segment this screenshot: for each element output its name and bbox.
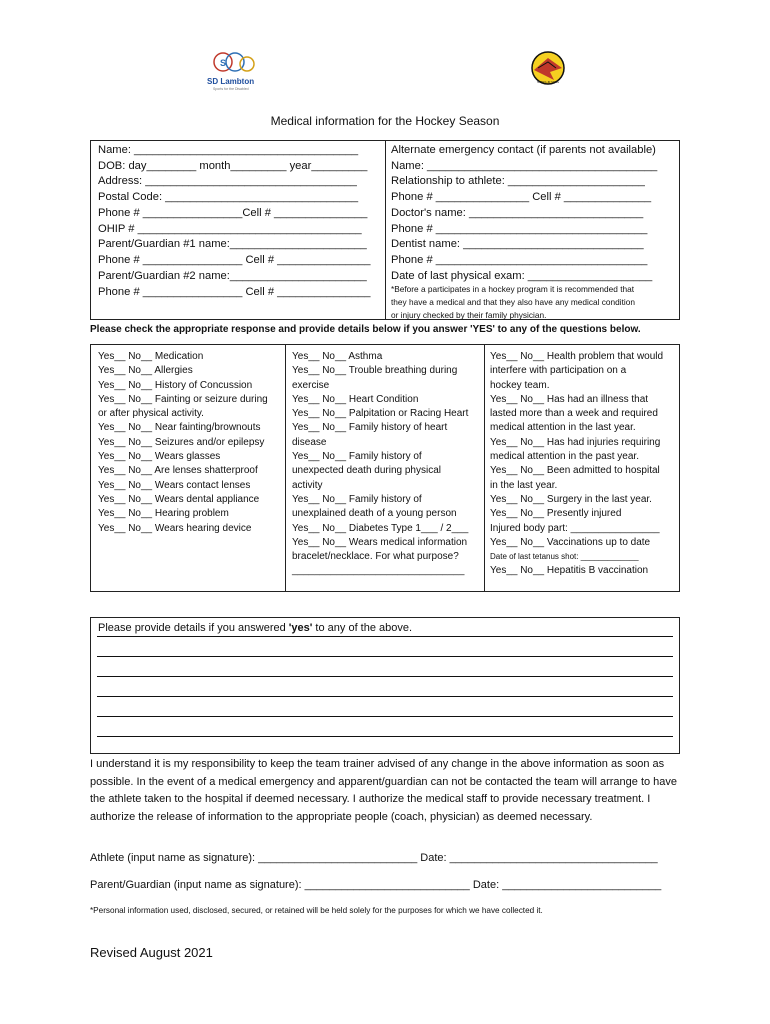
question-lenses[interactable]: Yes__ No__ Are lenses shatterproof: [98, 465, 258, 477]
details-line[interactable]: [97, 716, 673, 717]
form-title: Medical information for the Hockey Season: [270, 114, 500, 128]
question-medication[interactable]: Yes__ No__ Medication: [98, 351, 204, 362]
question-vaccinations[interactable]: Yes__ No__ Vaccinations up to date: [490, 536, 651, 548]
question-asthma[interactable]: Yes__ No__ Asthma: [292, 351, 383, 362]
note-line: or injury checked by their family physician.: [391, 310, 547, 320]
bracelet-purpose-field[interactable]: _______________________________: [292, 565, 465, 577]
logo-left-tagline: Sports for the Disabled: [213, 87, 249, 91]
question-family-heart[interactable]: Yes__ No__ Family history of heart: [292, 422, 448, 434]
question-surgery[interactable]: Yes__ No__ Surgery in the last year.: [490, 493, 652, 505]
question-text: or after physical activity.: [98, 408, 204, 420]
question-family-death[interactable]: Yes__ No__ Family history of: [292, 451, 422, 463]
question-text: bracelet/necklace. For what purpose?: [292, 551, 459, 563]
doctor-phone-field[interactable]: Phone # __________________________________: [391, 223, 648, 235]
postal-code-field[interactable]: Postal Code: _______________________________: [98, 191, 359, 203]
guardian1-phone-field[interactable]: Phone # ________________ Cell # _______________: [98, 254, 371, 266]
question-text: activity: [292, 479, 323, 491]
guardian1-name-field[interactable]: Parent/Guardian #1 name:______________________: [98, 238, 367, 250]
injured-body-part-field[interactable]: Injured body part: ________________: [490, 522, 660, 534]
question-contacts[interactable]: Yes__ No__ Wears contact lenses: [98, 479, 251, 491]
question-text: medical attention in the past year.: [490, 451, 639, 463]
note-line: *Before a participates in a hockey program it is recommended that: [391, 284, 635, 294]
athlete-name-field[interactable]: Name: ____________________________________: [98, 144, 359, 156]
last-physical-field[interactable]: Date of last physical exam: ____________________: [391, 270, 653, 282]
question-hearing[interactable]: Yes__ No__ Hearing problem: [98, 508, 229, 520]
question-text: interfere with participation on a: [490, 365, 627, 377]
guardian-signature-field[interactable]: Parent/Guardian (input name as signature): ___________________________ Date: __________________________: [90, 879, 662, 891]
details-line[interactable]: [97, 656, 673, 657]
question-text: hockey team.: [490, 379, 550, 391]
question-brownouts[interactable]: Yes__ No__ Near fainting/brownouts: [98, 422, 261, 434]
details-prefix: Please provide details if you answered: [98, 622, 289, 634]
sd-lambton-logo: [205, 48, 259, 92]
question-hospital[interactable]: Yes__ No__ Been admitted to hospital: [490, 465, 660, 477]
question-illness[interactable]: Yes__ No__ Has had an illness that: [490, 393, 649, 405]
question-injuries[interactable]: Yes__ No__ Has had injuries requiring: [490, 436, 661, 448]
question-text: medical attention in the last year.: [490, 422, 636, 434]
details-emph: 'yes': [288, 622, 313, 634]
question-dental[interactable]: Yes__ No__ Wears dental appliance: [98, 493, 260, 505]
question-text: in the last year.: [490, 479, 558, 491]
svg-text:S: S: [220, 58, 227, 68]
logo-left-name: SD Lambton: [207, 77, 255, 86]
questions-column-2: [292, 350, 468, 579]
question-injured[interactable]: Yes__ No__ Presently injured: [490, 508, 622, 520]
revision-date: Revised August 2021: [90, 945, 213, 960]
questions-column-1: [98, 350, 268, 536]
sarnia-sting-logo: [528, 50, 568, 86]
details-line[interactable]: [97, 696, 673, 697]
question-seizures[interactable]: Yes__ No__ Seizures and/or epilepsy: [98, 436, 265, 448]
question-text: lasted more than a week and required: [490, 408, 658, 420]
question-text: unexplained death of a young person: [292, 508, 457, 520]
phone-cell-field[interactable]: Phone # ________________Cell # _______________: [98, 207, 368, 219]
question-text: unexpected death during physical: [292, 465, 441, 477]
athlete-signature-field[interactable]: Athlete (input name as signature): __________________________ Date: __________________________________: [90, 852, 658, 864]
question-text: exercise: [292, 379, 330, 391]
question-glasses[interactable]: Yes__ No__ Wears glasses: [98, 451, 221, 463]
question-concussion[interactable]: Yes__ No__ History of Concussion: [98, 379, 253, 391]
question-medical-bracelet[interactable]: Yes__ No__ Wears medical information: [292, 536, 468, 548]
question-hepatitis[interactable]: Yes__ No__ Hepatitis B vaccination: [490, 565, 649, 577]
ohip-field[interactable]: OHIP # ____________________________________: [98, 223, 362, 235]
question-hearing-device[interactable]: Yes__ No__ Wears hearing device: [98, 522, 252, 534]
question-diabetes[interactable]: Yes__ No__ Diabetes Type 1___ / 2___: [292, 522, 469, 534]
tetanus-date-field[interactable]: Date of last tetanus shot: _____________: [490, 552, 639, 562]
logo-right-name: SARNIA JR STING: [536, 81, 560, 84]
consent-paragraph: I understand it is my responsibility to keep the team trainer advised of any change in the above information as soon as possible. In the event of a medical emergency and apparent/guardian can not be contacted the team will arrange to have the athlete taken to the hospital if deemed necessary. I authorize the medical staff to provide necessary treatment. I authorize the release of information to the appropriate people (coach, physician) as deemed necessary.: [90, 758, 678, 823]
physical-note: [391, 283, 635, 322]
details-suffix: to any of the above.: [312, 622, 413, 634]
alt-phone-field[interactable]: Phone # _______________ Cell # ______________: [391, 191, 652, 203]
question-breathing[interactable]: Yes__ No__ Trouble breathing during: [292, 365, 458, 377]
alt-contact-heading: Alternate emergency contact (if parents not available): [391, 144, 656, 156]
question-text: disease: [292, 436, 327, 448]
question-fainting[interactable]: Yes__ No__ Fainting or seizure during: [98, 393, 268, 405]
details-line[interactable]: [97, 636, 673, 637]
details-prompt: [98, 622, 412, 634]
question-allergies[interactable]: Yes__ No__ Allergies: [98, 365, 193, 377]
dentist-phone-field[interactable]: Phone # __________________________________: [391, 254, 648, 266]
question-family-young-death[interactable]: Yes__ No__ Family history of: [292, 493, 422, 505]
details-line[interactable]: [97, 736, 673, 737]
question-palpitation[interactable]: Yes__ No__ Palpitation or Racing Heart: [292, 408, 469, 420]
guardian2-phone-field[interactable]: Phone # ________________ Cell # _______________: [98, 286, 371, 298]
question-heart[interactable]: Yes__ No__ Heart Condition: [292, 393, 419, 405]
details-line[interactable]: [97, 676, 673, 677]
relationship-field[interactable]: Relationship to athlete: ______________________: [391, 175, 645, 187]
dob-field[interactable]: DOB: day________ month_________ year_________: [98, 160, 368, 172]
contact-info-table: [90, 140, 680, 320]
guardian2-name-field[interactable]: Parent/Guardian #2 name:______________________: [98, 270, 367, 282]
medical-questions-table: [90, 344, 680, 592]
note-line: they have a medical and that they also have any medical condition: [391, 297, 635, 307]
doctor-name-field[interactable]: Doctor's name: ____________________________: [391, 207, 644, 219]
alt-name-field[interactable]: Name: _____________________________________: [391, 160, 658, 172]
privacy-note: *Personal information used, disclosed, secured, or retained will be held solely for the purposes for which we have collected it.: [90, 906, 543, 915]
details-box: [90, 617, 680, 754]
instructions: Please check the appropriate response and provide details below if you answer 'YES' to any of the questions below.: [90, 324, 641, 335]
address-field[interactable]: Address: __________________________________: [98, 175, 357, 187]
dentist-name-field[interactable]: Dentist name: _____________________________: [391, 238, 644, 250]
question-health-problem[interactable]: Yes__ No__ Health problem that would: [490, 351, 664, 362]
questions-column-3: [490, 350, 663, 579]
